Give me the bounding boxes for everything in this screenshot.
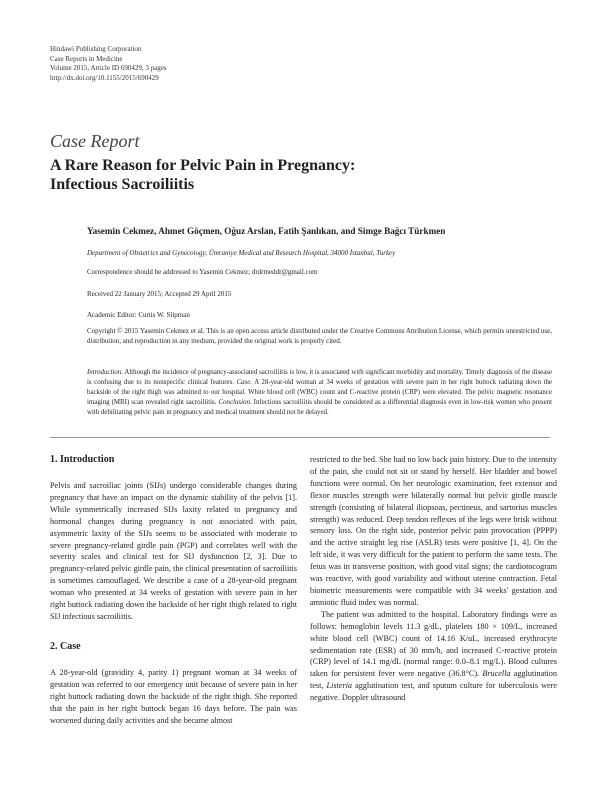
volume-info: Volume 2015, Article ID 690429, 3 pages	[50, 64, 167, 73]
abstract-divider	[50, 437, 550, 438]
academic-editor: Academic Editor: Curtis W. Slipman	[87, 311, 190, 319]
publication-info	[50, 45, 167, 83]
lab-findings-text-3: agglutination test, and sputum culture for tuberculosis were negative. Doppler ultrasound	[310, 681, 557, 703]
abstract-intro-text: Although the incidence of pregnancy-associated sacroiliitis is low, it is associated with significant morbidity and mortality. Timely diagnosis of the disease is confusing due to its nonspecific clinical features.	[87, 369, 552, 386]
case-paragraph: A 28-year-old (gravidity 4, parity 1) pregnant woman at 34 weeks of gestation was referred to our emergency unit because of severe pain in her right buttock radiating down the backside of the right thigh. She reported that the pain in her right buttock began 16 days before. The pain was worsened during daily activities and she became almost	[50, 667, 297, 725]
lab-findings-text-2: agglutination test,	[310, 669, 557, 691]
title-line-2: Infectious Sacroiliitis	[50, 176, 195, 193]
abstract-case-text: A 28-year-old woman at 34 weeks of gestation with severe pain in her right buttock radiating down the backside of the right thigh was admitted to our hospital. White blood cell (WBC) count and C-reactive protein (CRP) were elevated. The pelvic magnetic resonance imaging (MRI) scan revealed right sacroiliitis.	[87, 379, 552, 406]
case-continued-paragraph: restricted to the bed. She had no low back pain history. Due to the intensity of the pain, she could not sit or stand by herself. Her bladder and bowel functions were normal. On her neurologic examination, feet extensor and flexor muscles strength were bilaterally normal but pelvic girdle muscle strength (consisting of bilateral iliopsoas, pectineus, and sartorius muscles strength) was reduced. Deep tendon reflexes of the legs were brisk without sensory loss. On the right side, posterior pelvic pain provocation (PPPP) and the active straight leg rise (ASLR) tests were positive [1, 4]. On the left side, it was very difficult for the patient to perform the same tests. The fetus was in transverse position, with good vital signs; the cardiotocogram was reactive, with good variability and without uterine contraction. Fetal biometric measurements were compatible with 34 weeks' gestation and amniotic fluid index was normal.	[310, 455, 557, 607]
received-accepted-dates: Received 22 January 2015; Accepted 29 April 2015	[87, 290, 232, 298]
right-column	[310, 454, 557, 704]
abstract-intro-label: Introduction.	[87, 369, 123, 376]
case-heading: 2. Case	[50, 640, 81, 652]
doi-link[interactable]: http://dx.doi.org/10.1155/2015/690429	[50, 73, 159, 82]
author-list: Yasemin Cekmez, Ahmet Göçmen, Oğuz Arslan, Fatih Şanlıkan, and Simge Bağcı Türkmen	[87, 226, 446, 236]
affiliation: Department of Obstetrics and Gynecology, Ümraniye Medical and Research Hospital, 34000 İstanbul, Turkey	[87, 249, 396, 257]
laboratory-findings-paragraph	[310, 609, 557, 704]
abstract	[87, 368, 552, 418]
introduction-paragraph: Pelvis and sacroiliac joints (SIJs) undergo considerable changes during pregnancy that have an impact on the dynamic stability of the pelvis [1]. While symmetrically increased SIJs laxity related to pregnancy and hormonal changes during pregnancy is not associated with pain, asymmetric laxity of the SIJs seems to be associated with moderate to severe pregnancy-related girdle pain (PGP) and correlates well with the severity scales and clinical test for SIJ dysfunction [2, 3]. Due to pregnancy-related pelvic girdle pain, the clinical presentation of sacroiliitis is sometimes camouflaged. We describe a case of a 28-year-old pregnant woman who presented at 34 weeks of gestation with severe pain in her right buttock radiating down the backside of her right thigh related to right SIJ infectious sacroiliitis.	[50, 481, 297, 621]
abstract-conclusion-label: Conclusion.	[218, 399, 252, 406]
listeria-term: Listeria	[326, 681, 352, 691]
lab-findings-text: The patient was admitted to the hospital. Laboratory findings were as follows: hemoglobin levels 11.3 g/dL, platelets 180 × 109/L, increased white blood cell (WBC) count of 14.16 K/uL, increased erythrocyte sedimentation rate (ESR) of 30 mm/h, and increased C-reactive protein (CRP) level of 14.1 mg/dL (normal range: 0.0–8.1 mg/L). Blood cultures taken for persistent fever were negative (36.8°C).	[310, 609, 557, 679]
title-line-1: A Rare Reason for Pelvic Pain in Pregnancy:	[50, 157, 356, 174]
introduction-heading: 1. Introduction	[50, 454, 115, 465]
abstract-case-label: Case.	[236, 379, 253, 386]
article-title	[50, 156, 570, 194]
abstract-conclusion-text: Infectious sacroiliitis should be considered as a differential diagnosis even in low-risk women who present with debilitating pelvic pain in pregnancy and medical treatment should not be delayed.	[87, 399, 553, 416]
correspondence: Correspondence should be addressed to Yasemin Cekmez; drdrmeddr@gmail.com	[87, 268, 318, 276]
journal-name: Case Reports in Medicine	[50, 54, 123, 63]
article-type-label: Case Report	[50, 131, 140, 151]
left-column	[50, 454, 297, 726]
copyright-notice: Copyright © 2015 Yasemin Cekmez et al. This is an open access article distributed under the Creative Commons Attribution License, which permits unrestricted use, distribution, and reproduction in any medium, provided the original work is properly cited.	[87, 327, 552, 346]
brucella-term: Brucella	[482, 669, 511, 679]
publisher-name: Hindawi Publishing Corporation	[50, 45, 142, 53]
